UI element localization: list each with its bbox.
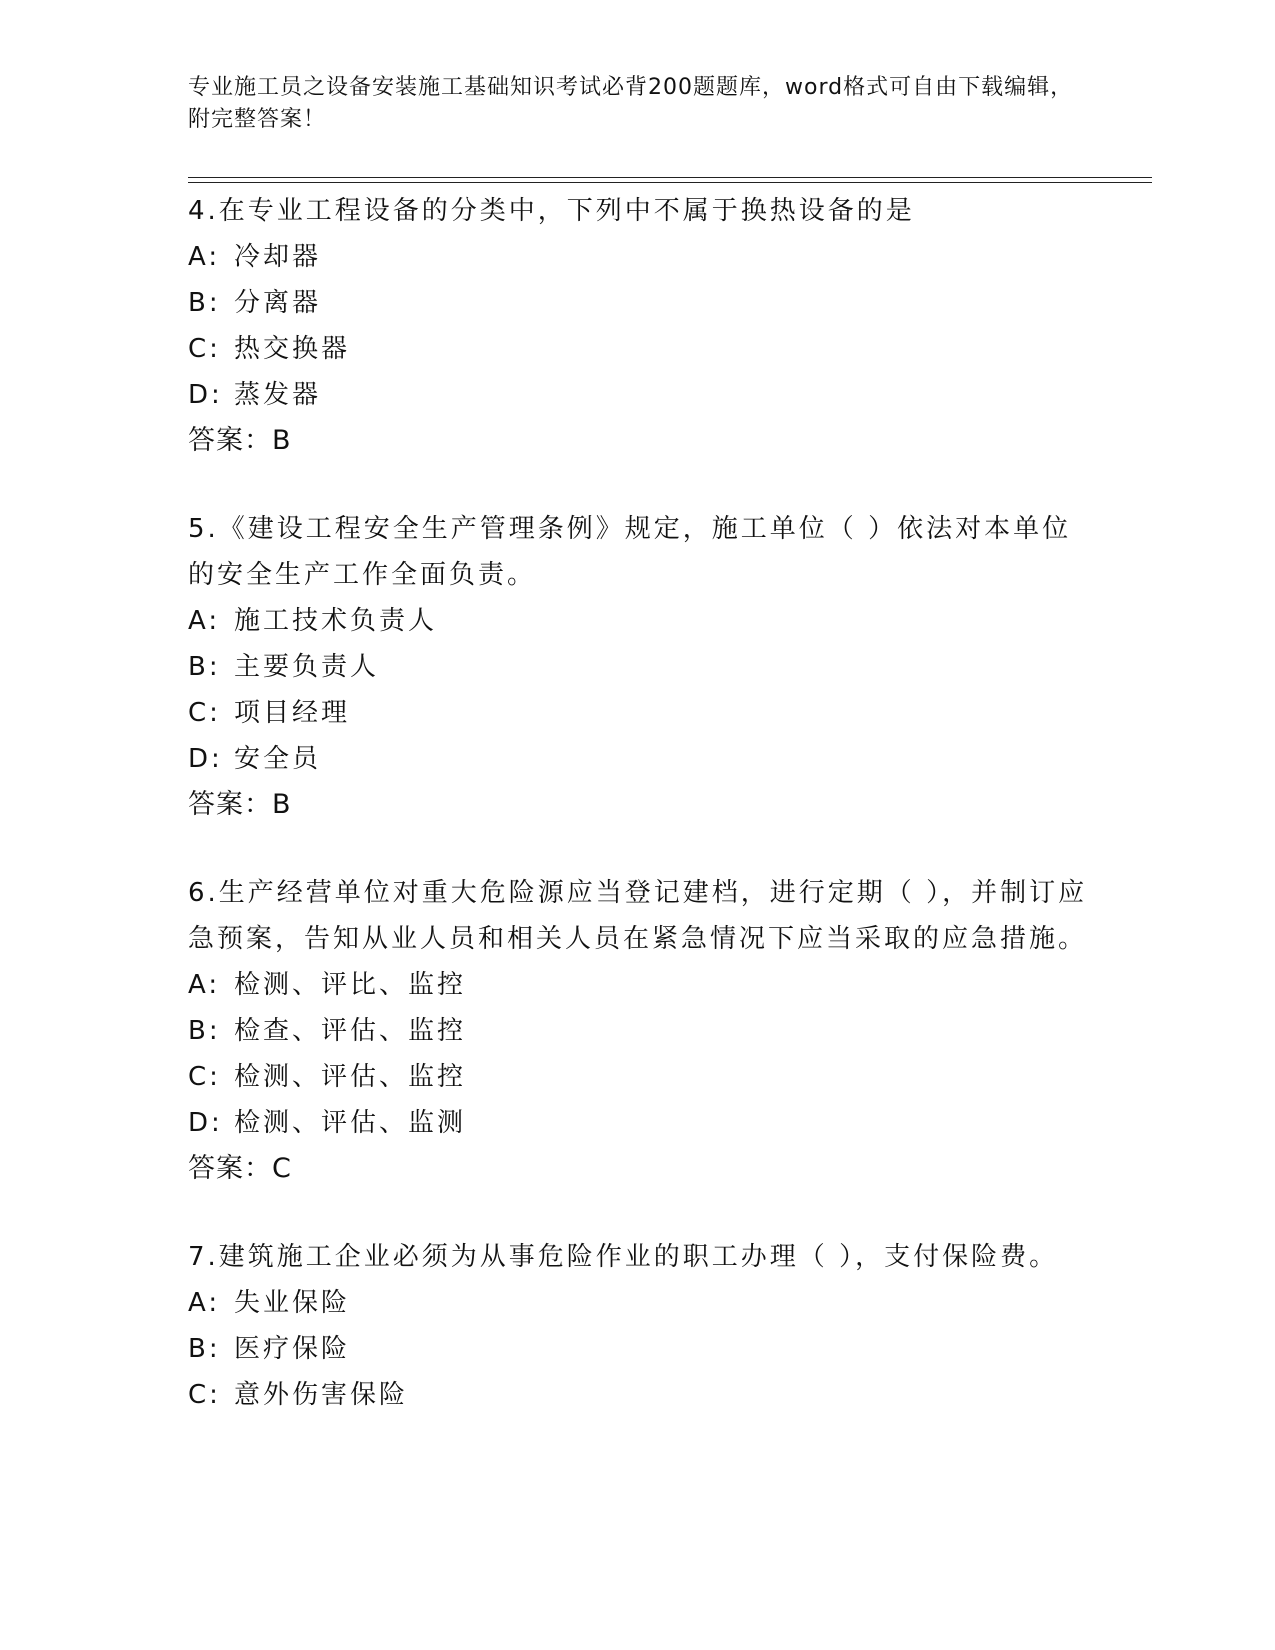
question-stem: 4.在专业工程设备的分类中，下列中不属于换热设备的是 xyxy=(188,196,915,226)
option-c xyxy=(188,1372,1088,1418)
option-letter: B: xyxy=(188,1016,221,1046)
option-text: 检查、评估、监控 xyxy=(234,1016,467,1046)
option-text: 检测、评估、监控 xyxy=(234,1062,467,1092)
header-rule-top xyxy=(188,177,1152,178)
option-text: 检测、评比、监控 xyxy=(234,970,467,1000)
option-letter: B: xyxy=(188,288,221,318)
answer: 答案：B xyxy=(188,425,292,456)
option-letter: A: xyxy=(188,970,221,1000)
option-text: 分离器 xyxy=(234,288,322,318)
option-text: 热交换器 xyxy=(234,334,351,364)
option-text: 意外伤害保险 xyxy=(234,1380,409,1410)
option-c xyxy=(188,1054,1088,1100)
option-letter: D: xyxy=(188,380,223,410)
answer: 答案：B xyxy=(188,789,292,820)
header-rule-bottom xyxy=(188,182,1152,183)
option-b xyxy=(188,280,1088,326)
option-letter: C: xyxy=(188,1062,221,1092)
option-text: 冷却器 xyxy=(234,242,322,272)
option-letter: D: xyxy=(188,1108,223,1138)
option-text: 蒸发器 xyxy=(234,380,322,410)
option-letter: C: xyxy=(188,1380,221,1410)
option-letter: D: xyxy=(188,744,223,774)
answer: 答案：C xyxy=(188,1153,292,1184)
question-6 xyxy=(188,870,1088,1192)
option-b xyxy=(188,1008,1088,1054)
option-letter: A: xyxy=(188,606,221,636)
option-c xyxy=(188,690,1088,736)
option-text: 医疗保险 xyxy=(234,1334,351,1364)
question-4 xyxy=(188,188,1088,464)
option-b xyxy=(188,644,1088,690)
option-d xyxy=(188,736,1088,782)
option-a xyxy=(188,234,1088,280)
question-stem: 7.建筑施工企业必须为从事危险作业的职工办理（ ），支付保险费。 xyxy=(188,1242,1059,1272)
option-b xyxy=(188,1326,1088,1372)
question-stem: 6.生产经营单位对重大危险源应当登记建档，进行定期（ ），并制订应急预案，告知从业人员和相关人员在紧急情况下应当采取的应急措施。 xyxy=(188,878,1088,954)
option-letter: C: xyxy=(188,334,221,364)
option-text: 项目经理 xyxy=(234,698,351,728)
option-text: 安全员 xyxy=(234,744,322,774)
option-text: 主要负责人 xyxy=(234,652,380,682)
option-a xyxy=(188,598,1088,644)
option-text: 检测、评估、监测 xyxy=(234,1108,467,1138)
option-letter: C: xyxy=(188,698,221,728)
option-a xyxy=(188,962,1088,1008)
option-d xyxy=(188,372,1088,418)
question-stem: 5.《建设工程安全生产管理条例》规定，施工单位（ ）依法对本单位的安全生产工作全面负责。 xyxy=(188,514,1072,590)
question-7 xyxy=(188,1234,1088,1418)
option-text: 失业保险 xyxy=(234,1288,351,1318)
option-letter: B: xyxy=(188,1334,221,1364)
question-list xyxy=(188,188,1088,1460)
option-a xyxy=(188,1280,1088,1326)
option-d xyxy=(188,1100,1088,1146)
document-header: 专业施工员之设备安装施工基础知识考试必背200题题库，word格式可自由下载编辑，附完整答案！ xyxy=(188,75,1074,132)
option-text: 施工技术负责人 xyxy=(234,606,438,636)
option-letter: A: xyxy=(188,1288,221,1318)
question-5 xyxy=(188,506,1088,828)
option-letter: A: xyxy=(188,242,221,272)
option-letter: B: xyxy=(188,652,221,682)
option-c xyxy=(188,326,1088,372)
